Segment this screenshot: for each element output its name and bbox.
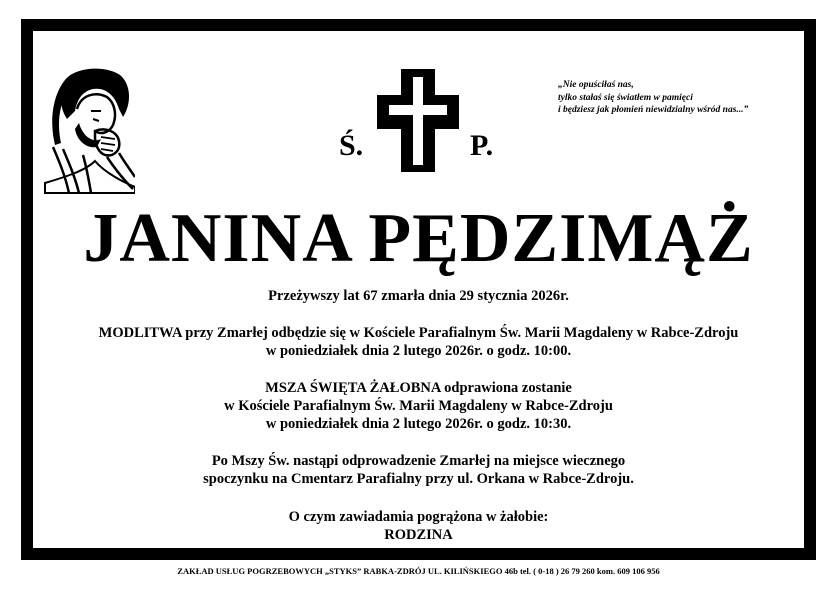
obituary-frame xyxy=(21,19,816,560)
deceased-name: JANINA PĘDZIMĄŻ xyxy=(83,200,754,277)
age-line: Przeżywszy lat 67 zmarła dnia 29 stycznia 2026r. xyxy=(268,288,569,304)
burial-line: spoczynku na Cmentarz Parafialny przy ul. Orkana w Rabce-Zdroju. xyxy=(203,471,634,487)
quote-line: i będziesz jak płomień niewidzialny wśród nas...” xyxy=(558,105,749,115)
sp-left-letter: Ś. xyxy=(339,129,364,162)
obituary-card xyxy=(33,31,804,548)
praying-jesus-image xyxy=(35,65,135,195)
funeral-home-footer: ZAKŁAD USŁUG POGRZEBOWYCH „STYKS” RABKA-ZDRÓJ UL. KILIŃSKIEGO 46b tel. ( 0-18 ) 26 79 260 kom. 609 106 956 xyxy=(177,566,660,576)
mass-line: w poniedziałek dnia 2 lutego 2026r. o godz. 10:30. xyxy=(265,416,572,432)
quote-line: „Nie opuściłaś nas, xyxy=(558,80,634,90)
prayer-line: w poniedziałek dnia 2 lutego 2026r. o godz. 10:00. xyxy=(265,343,572,359)
memorial-quote xyxy=(558,79,798,117)
mass-line: w Kościele Parafialnym Św. Marii Magdaleny w Rabce-Zdroju xyxy=(224,398,613,414)
sp-right-letter: P. xyxy=(470,129,494,162)
family-signature: RODZINA xyxy=(384,527,453,543)
burial-line: Po Mszy Św. nastąpi odprowadzenie Zmarłej na miejsce wiecznego xyxy=(211,453,626,469)
notice-line: O czym zawiadamia pogrążona w żałobie: xyxy=(288,509,549,525)
mass-line: MSZA ŚWIĘTA ŻAŁOBNA odprawiona zostanie xyxy=(265,380,572,396)
cross-icon xyxy=(377,69,459,172)
quote-line: tylko stałaś się światłem w pamięci xyxy=(558,92,693,103)
prayer-line: MODLITWA przy Zmarłej odbędzie się w Kościele Parafialnym Św. Marii Magdaleny w Rabce-Zdroju xyxy=(98,325,739,341)
